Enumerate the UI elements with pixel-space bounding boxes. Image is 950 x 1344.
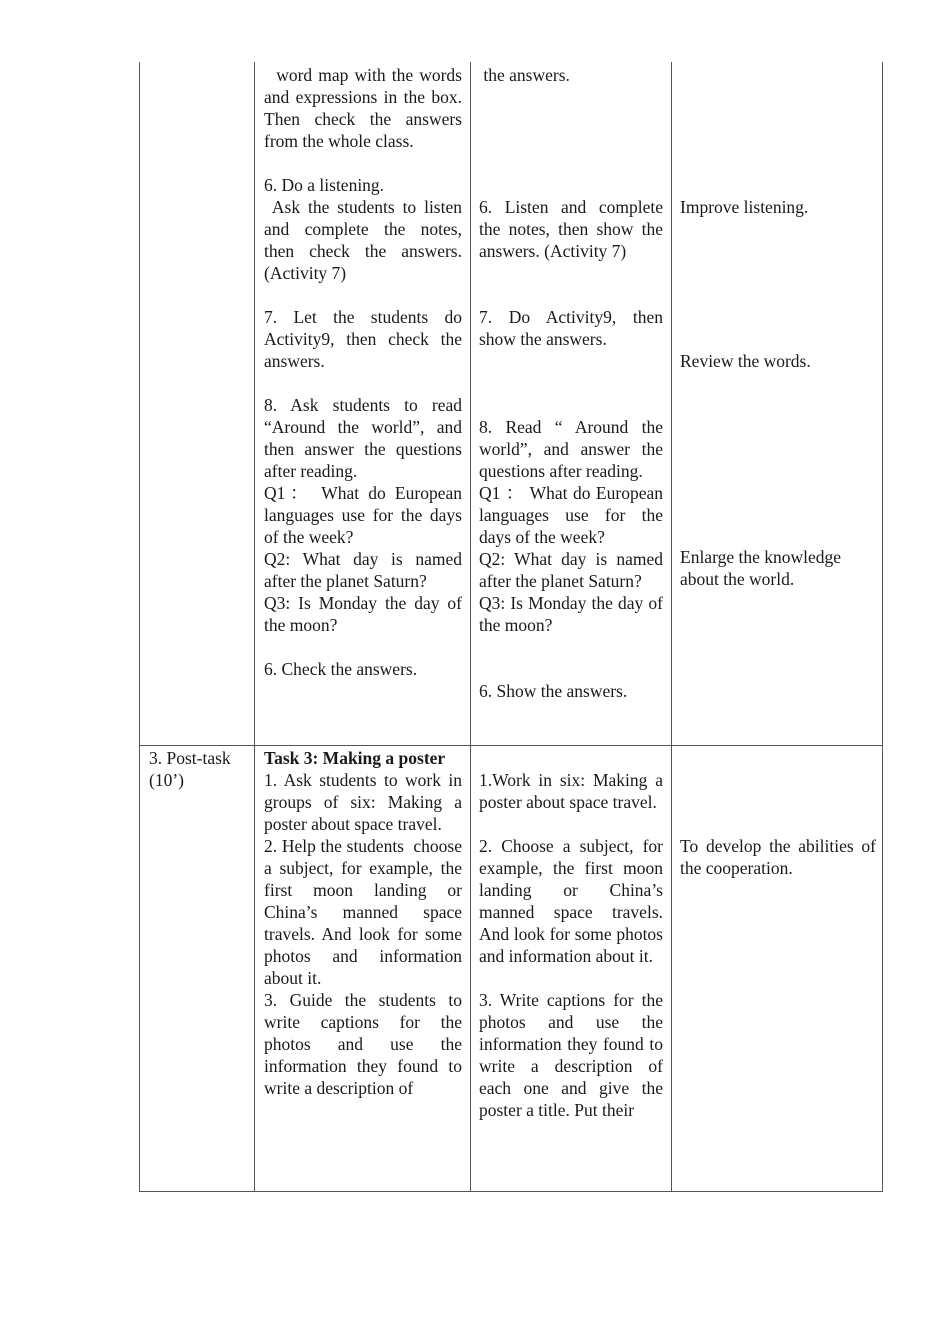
row2-teacher-cell [264,747,467,1099]
teacher-text: Ask the students to listen and complete the notes, then check the answers. (Activity 7) [264,197,467,283]
teacher-text: 6. Check the answers. [264,659,418,679]
row2-stage-cell [149,747,247,791]
teacher-text: 1. Ask students to work in groups of six: Making a poster about space travel. [264,770,462,834]
teacher-text: word map with the words and expressions in the box. Then check the answers from the whole class. [264,65,467,151]
teacher-text: 6. Do a listening. [264,175,385,195]
student-question: Q2: What day is named after the planet Saturn? [479,549,663,591]
lesson-plan-table [139,62,883,1192]
student-question: Q1 ： What do European languages use for the days of the week? [479,483,663,547]
row-divider [140,745,882,746]
student-text: the answers. [479,65,570,85]
row1-student-cell [479,196,663,702]
column-divider [671,62,672,1191]
purpose-text: Review the words. [680,351,811,371]
teacher-text: 8. Ask students to read “Around the world”, and then answer the questions after reading. [264,395,462,481]
column-divider [470,62,471,1191]
teacher-question: Q2: What day is named after the planet Saturn? [264,549,462,591]
purpose-text: Improve listening. [680,197,809,217]
row1-purpose-cell [680,196,876,218]
student-text: 6. Listen and complete the notes, then show the answers. (Activity 7) [479,197,663,261]
student-text: 6. Show the answers. [479,681,628,701]
row1-teacher-cell [264,64,467,680]
row1-purpose-cell [680,546,876,590]
student-text: 3. Write captions for the photos and use the information they found to write a description of each one and give the poster a title. Put their [479,990,663,1120]
row1-student-cell [479,64,663,86]
teacher-text: 3. Guide the students to write captions for the photos and use the information they found to write a description of [264,990,462,1098]
teacher-text: 7. Let the students do Activity9, then check the answers. [264,307,462,371]
teacher-question: Q1： What do European languages use for the days of the week? [264,483,462,547]
student-question: Q3: Is Monday the day of the moon? [479,593,663,635]
row2-purpose-cell [680,835,876,879]
purpose-text: Enlarge the knowledge about the world. [680,547,842,589]
student-text: 1.Work in six: Making a poster about space travel. [479,770,663,812]
task-title: Task 3: Making a poster [264,748,446,768]
teacher-question: Q3: Is Monday the day of the moon? [264,593,462,635]
stage-label: 3. Post-task (10’) [149,748,231,790]
column-divider [254,62,255,1191]
student-text: 7. Do Activity9, then show the answers. [479,307,663,349]
student-text: 8. Read “ Around the world”, and answer the questions after reading. [479,417,663,481]
teacher-text: 2. Help the students choose a subject, for example, the first moon landing or China’s manned space travels. And look for some photos and information about it. [264,836,467,988]
row2-student-cell [479,769,663,1121]
purpose-text: To develop the abilities of the cooperation. [680,836,876,878]
student-text: 2. Choose a subject, for example, the first moon landing or China’s manned space travels. And look for some photos and information about it. [479,836,663,966]
row1-purpose-cell [680,350,876,372]
